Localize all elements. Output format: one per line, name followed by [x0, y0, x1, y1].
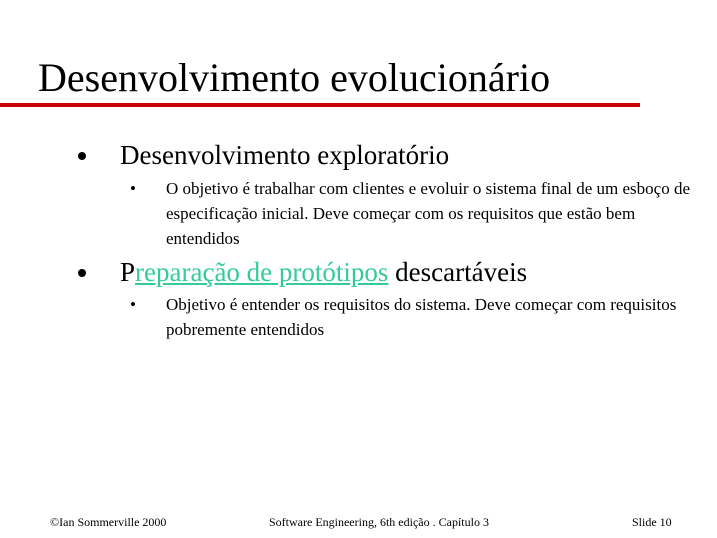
- bullet-heading: [120, 256, 527, 288]
- sub-bullet-text: O objetivo é trabalhar com clientes e evoluir o sistema final de um esboço de especificação inicial. Deve começar com os requisitos que estão bem entendidos: [166, 179, 690, 248]
- slide-title: Desenvolvimento evolucionário: [38, 55, 551, 100]
- bullet-dot-icon: [78, 152, 86, 160]
- sub-bullet-text: Objetivo é entender os requisitos do sistema. Deve começar com requisitos pobremente entendidos: [166, 295, 677, 339]
- footer-slide-number: Slide 10: [632, 515, 672, 529]
- prototyping-link[interactable]: reparação de protótipos: [135, 257, 389, 287]
- sub-bullet-icon: •: [130, 179, 136, 198]
- heading-rest: descartáveis: [388, 257, 528, 287]
- sub-bullet-icon: •: [130, 295, 136, 314]
- title-underline-rule: [0, 103, 640, 107]
- footer-copyright: ©Ian Sommerville 2000: [50, 515, 167, 529]
- footer-book-title: Software Engineering, 6th edição . Capítulo 3: [269, 515, 489, 529]
- bullet-dot-icon: [78, 269, 86, 277]
- bullet-heading: Desenvolvimento exploratório: [120, 140, 450, 170]
- heading-first-letter: P: [120, 257, 136, 287]
